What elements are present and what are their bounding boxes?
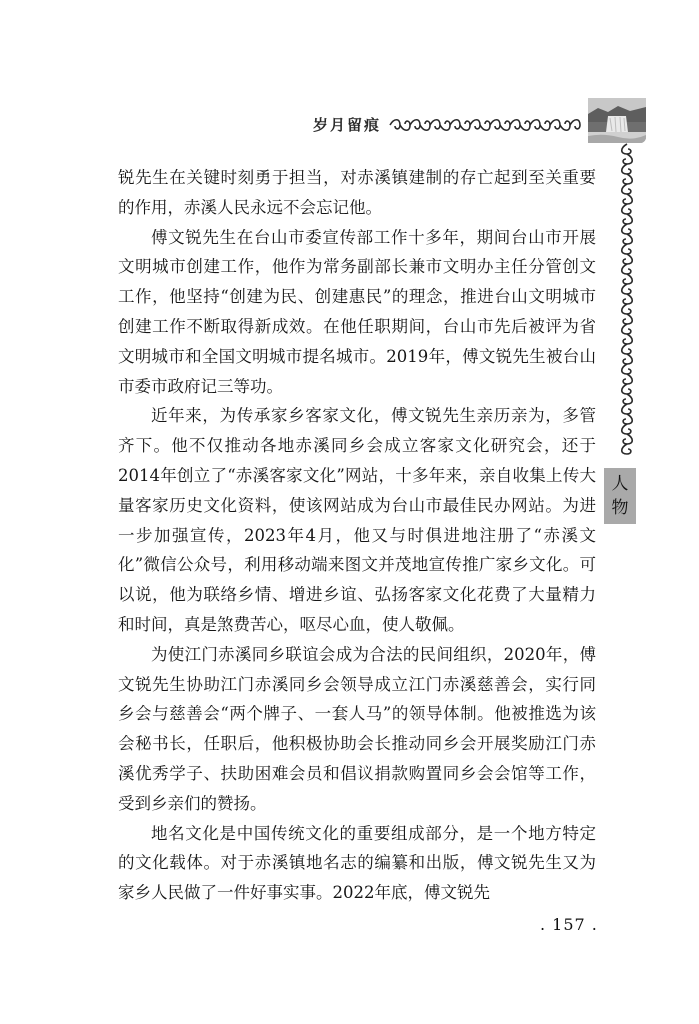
waterfall-landscape-image: [588, 98, 646, 143]
paragraph: 近年来，为传承家乡客家文化，傅文锐先生亲历亲为，多管齐下。他不仅推动各地赤溪同乡会成立客家文化研究会，还于2014年创立了“赤溪客家文化”网站，十多年来，亲自收集上传大量客家历史文化资料，使该网站成为台山市最佳民办网站。为进一步加强宣传，2023年4月，他又与时俱进地注册了“赤溪文化”微信公众号，利用移动端来图文并茂地宣传推广家乡文化。可以说，他为联络乡情、增进乡谊、弘扬客家文化花费了大量精力和时间，真是煞费苦心，呕尽心血，使人敬佩。: [118, 406, 596, 634]
paragraph: 傅文锐先生在台山市委宣传部工作十多年，期间台山市开展文明城市创建工作，他作为常务副部长兼市文明办主任分管创文工作，他坚持“创建为民、创建惠民”的理念，推进台山文明城市创建工作不断取得新成效。在他任职期间，台山市先后被评为省文明城市和全国文明城市提名城市。2019年，傅文锐先生被台山市委市政府记三等功。: [118, 227, 596, 396]
body-text: [118, 163, 596, 908]
chapter-side-tab-char-1: 人: [611, 474, 629, 494]
paragraph: 锐先生在关键时刻勇于担当，对赤溪镇建制的存亡起到至关重要的作用，赤溪人民永远不会忘记他。: [118, 168, 596, 217]
side-scroll-ornament-icon: [619, 142, 635, 462]
chapter-side-tab: [604, 468, 636, 524]
chapter-side-tab-char-2: 物: [611, 498, 629, 518]
page-number: . 157 .: [540, 915, 598, 934]
paragraph: 地名文化是中国传统文化的重要组成部分，是一个地方特定的文化载体。对于赤溪镇地名志的编纂和出版，傅文锐先生又为家乡人民做了一件好事实事。2022年底，傅文锐先: [118, 823, 596, 903]
section-title: 岁月留痕: [313, 116, 382, 134]
header-scroll-ornament-icon: [388, 115, 590, 135]
paragraph: 为使江门赤溪同乡联谊会成为合法的民间组织，2020年，傅文锐先生协助江门赤溪同乡会领导成立江门赤溪慈善会，实行同乡会与慈善会“两个牌子、一套人马”的领导体制。他被推选为该会秘书长，任职后，他积极协助会长推动同乡会开展奖励江门赤溪优秀学子、扶助困难会员和倡议捐款购置同乡会会馆等工作，受到乡亲们的赞扬。: [118, 644, 596, 813]
